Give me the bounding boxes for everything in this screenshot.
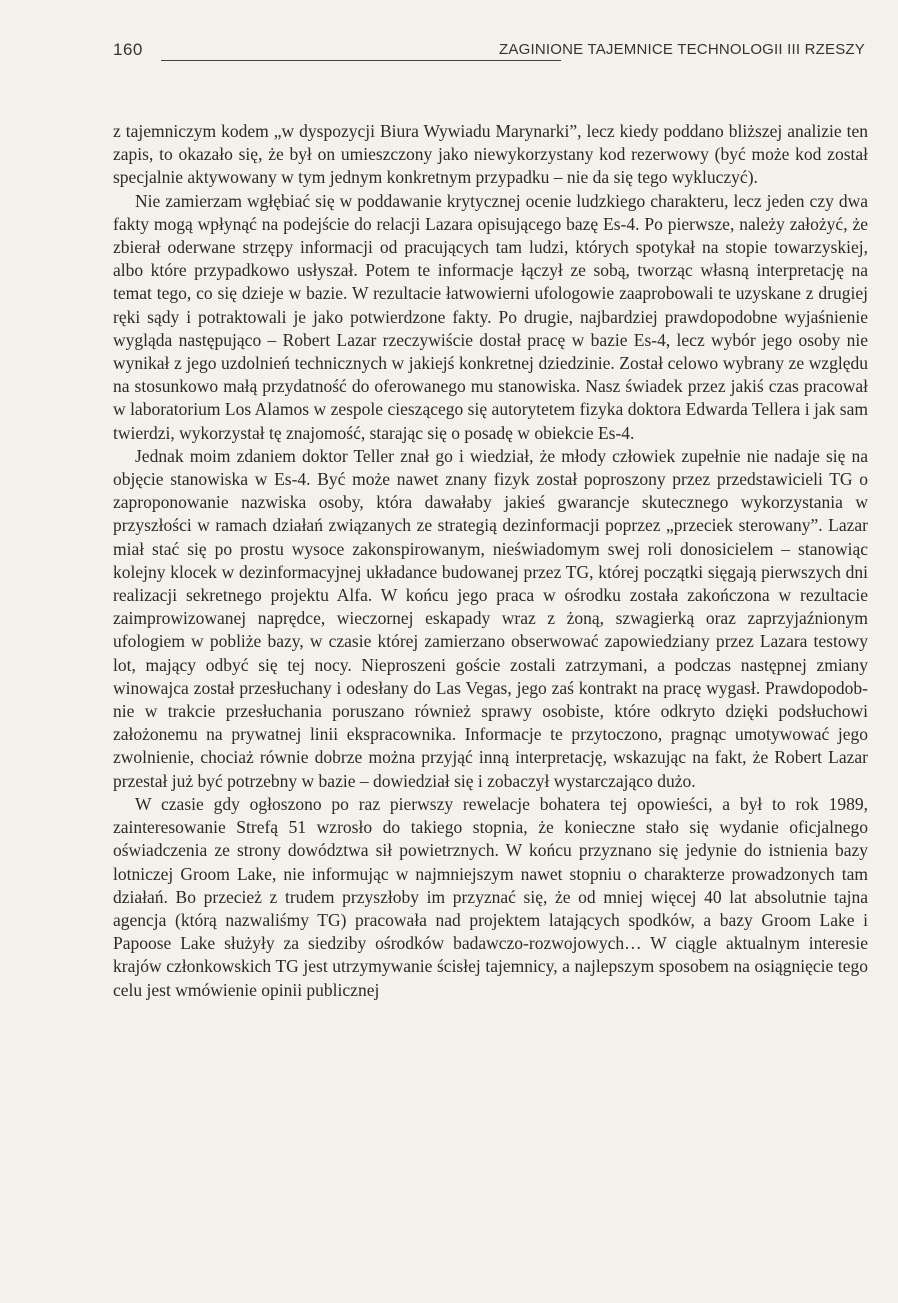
page-number: 160 <box>113 40 143 59</box>
paragraph-4: W czasie gdy ogłoszono po raz pierwszy rewelacje bohatera tej opowieści, a był to rok 1989, zainteresowanie Strefą 51 wzrosło do takiego stopnia, że konieczne stało się wydanie oficjalnego oświadczenia ze strony dowództwa sił powietrznych. W końcu przyznano się jedynie do istnienia bazy lotniczej Groom Lake, nie informując w najmniejszym nawet stopniu o charakterze prowadzonych tam działań. Bo przecież z trudem przyszłoby im przyznać się, że od mniej więcej 40 lat absolutnie tajna agencja (którą nazwaliśmy TG) pracowała nad projektem latających spodków, a bazy Groom Lake i Papoose Lake służyły za siedziby ośrodków badawczo-rozwojowych… W ciągle aktualnym interesie krajów członkowskich TG jest utrzymywanie ścisłej tajemnicy, a najlepszym sposobem na osiągnięcie tego celu jest wmówienie opinii publicznej <box>113 793 868 1000</box>
paragraph-2: Nie zamierzam wgłębiać się w poddawanie krytycznej ocenie ludzkiego charakteru, lecz jeden czy dwa fakty mogą wpłynąć na podejście do relacji Lazara opisującego bazę Es-4. Po pierwsze, należy założyć, że zbierał oderwane strzępy informacji od pracujących tam ludzi, których spotykał na stopie towarzyskiej, albo które przypadkowo usłyszał. Potem te informacje łączył ze sobą, tworząc własną interpretację na temat tego, co się dzieje w bazie. W rezultacie łatwowierni ufologowie zaaprobowali te uzyskane z drugiej ręki sądy i potraktowali je jako potwierdzone fakty. Po drugie, najbardziej prawdopodobne wyjaśnienie wygląda następująco – Robert Lazar rzeczywiście dostał pracę w bazie Es-4, lecz wybór jego osoby nie wynikał z jego uzdolnień technicznych w jakiejś konkretnej dziedzinie. Został celowo wybrany ze względu na stosunkowo małą przydatność do oferowanego mu stanowiska. Nasz świadek przez jakiś czas pracował w laboratorium Los Alamos w zespole cieszącego się autorytetem fizyka doktora Edwarda Tellera i jak sam twierdzi, wykorzystał tę znajomość, starając się o posadę w obiekcie Es-4. <box>113 190 868 443</box>
running-title: ZAGINIONE TAJEMNICE TECHNOLOGII III RZESZY <box>499 41 865 58</box>
paragraph-1: z tajemniczym kodem „w dyspozycji Biura Wywiadu Marynarki”, lecz kiedy poddano bliższej analizie ten zapis, to okazało się, że był on umieszczony jako niewykorzystany kod rezerwowy (być może kod został specjalnie aktywowany w tym jednym konkretnym przypadku – nie da się tego wykluczyć). <box>113 121 868 188</box>
page-header <box>113 40 865 64</box>
body-text <box>113 120 868 1002</box>
header-rule <box>161 60 561 61</box>
paragraph-3: Jednak moim zdaniem doktor Teller znał go i wiedział, że młody człowiek zupełnie nie nadaje się na objęcie stanowiska w Es-4. Być może nawet znany fizyk został poproszony przez przedstawicieli TG o zaproponowanie nazwiska osoby, która dawałaby jakieś gwarancje skutecznego wykorzystania w przyszłości w ramach działań związanych ze strategią dezinformacji poprzez „przeciek sterowany”. Lazar miał stać się po prostu wysoce zakonspirowanym, nieświadomym swej roli donosicielem – stanowiąc kolejny klocek w dezinformacyjnej układance budowanej przez TG, której początki sięgają pierwszych dni realizacji sekretnego projektu Alfa. W końcu jego praca w ośrodku została zakończona w rezultacie zaimprowizowanej naprędce, wieczornej eskapady wraz z żoną, szwagierką oraz zaprzyjaźnionym ufologiem w pobliże bazy, w czasie której zamierzano obserwować zapowiedziany przez Lazara testowy lot, mający odbyć się tej nocy. Nieproszeni goście zostali zatrzymani, a podczas następnej zmiany winowajca został przesłuchany i odesłany do Las Vegas, jego zaś kontrakt na pracę wygasł. Prawdopodobnie w trakcie przesłuchania poruszano również sprawy osobiste, które odkryto dzięki podsłuchowi założonemu na prywatnej linii ekspracownika. Informacje te przytoczono, pragnąc umotywować jego zwolnienie, chociaż równie dobrze można przyjąć inną interpretację, wskazując na fakt, że Robert Lazar przestał już być potrzebny w bazie – dowiedział się i zobaczył wystarczająco dużo. <box>113 445 868 791</box>
